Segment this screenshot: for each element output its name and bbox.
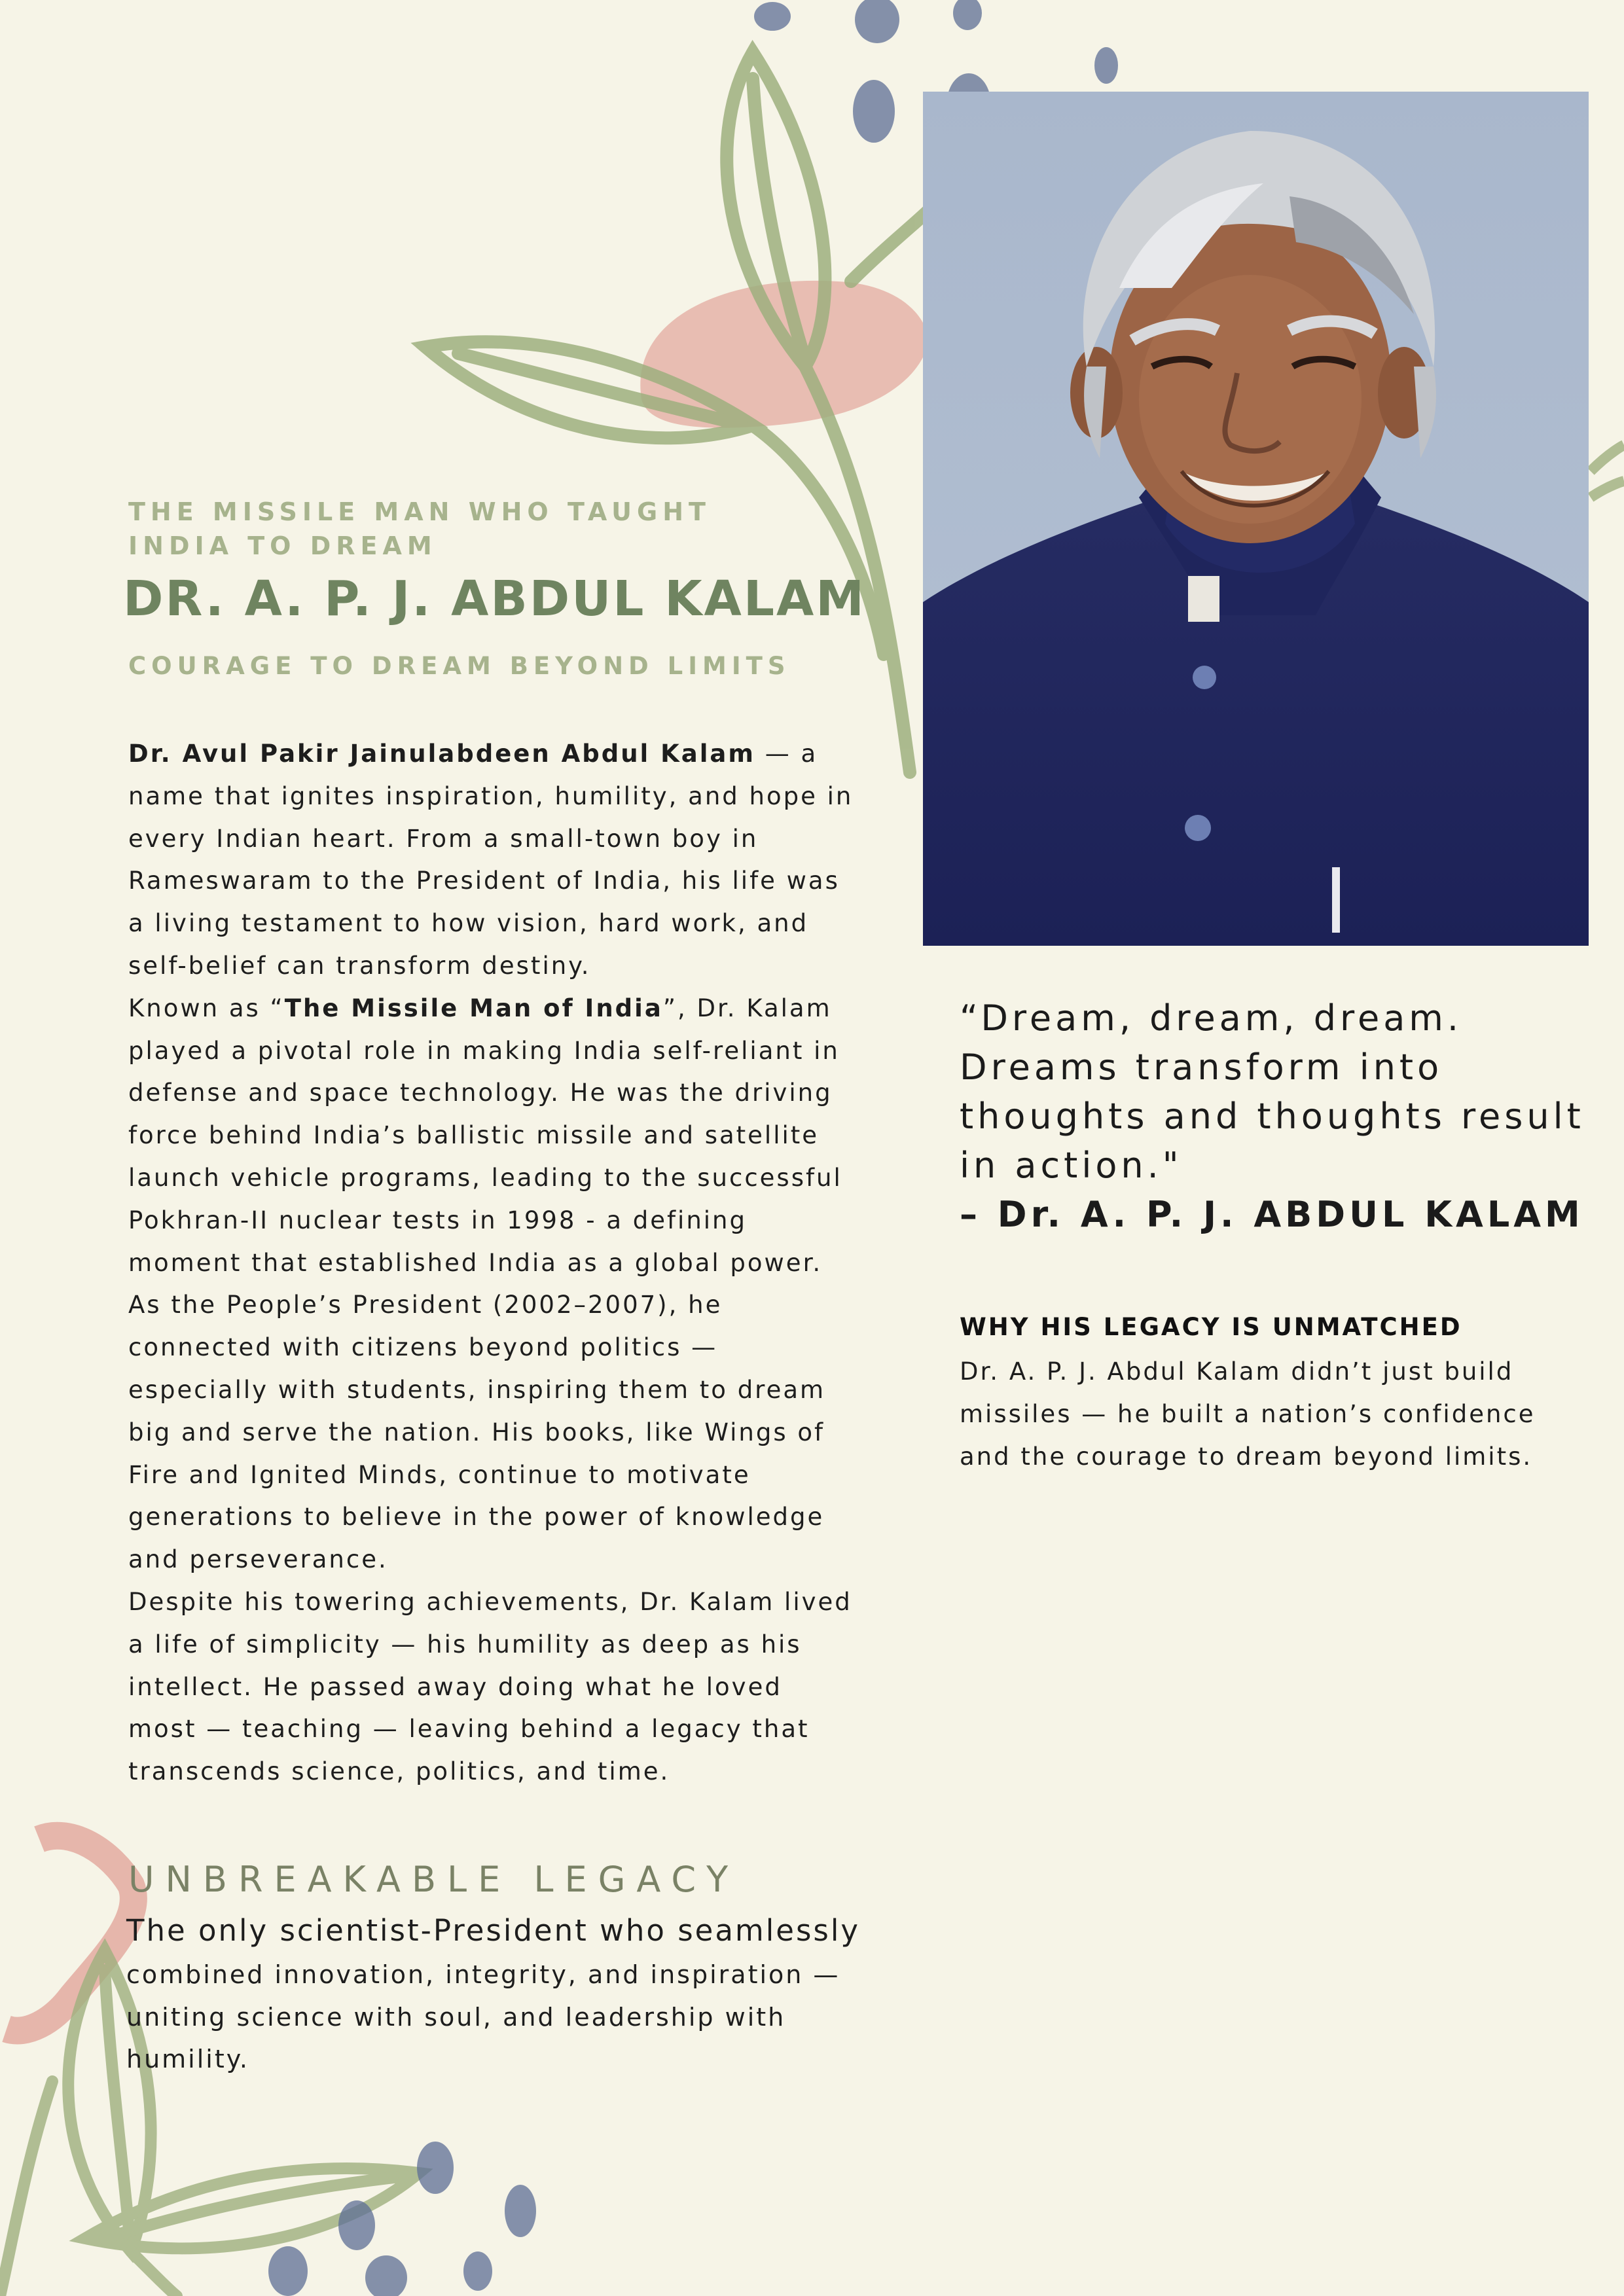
bio-full-name: Dr. Avul Pakir Jainulabdeen Abdul Kalam [128,740,755,768]
portrait-photo [923,92,1589,946]
bio-paragraph-2 [128,988,855,1285]
legacy-heading: UNBREAKABLE LEGACY [128,1859,740,1900]
leaf-right-decoration [1591,445,1624,497]
why-text: Dr. A. P. J. Abdul Kalam didn’t just build missiles — he built a nation’s confidence and the courage to dream beyond limits. [960,1357,1536,1471]
bio-paragraph-4: Despite his towering achievements, Dr. Kalam lived a life of simplicity — his humility as deep as his intellect. He passed away doing what he loved most — teaching — leaving behind a legacy that transcends science, politics, and time. [128,1587,852,1786]
petal-bottom-decoration [7,1836,134,2031]
portrait-illustration [923,92,1589,946]
why-heading: WHY HIS LEGACY IS UNMATCHED [960,1313,1462,1341]
quote-block [960,994,1608,1239]
bio-paragraph-2-text: ”, Dr. Kalam played a pivotal role in making India self-reliant in defense and space technology. He was the driving force behind India’s ballistic missile and satellite launch vehicle programs, leading to the successful Pokhran-II nuclear tests in 1998 - a defining moment that established India as a global power. [128,994,842,1277]
bio-paragraph-1-text: — a name that ignites inspiration, humility, and hope in every Indian heart. From a small-town boy in Rameswaram to the President of India, his life was a living testament to how vision, hard work, and self-belief can transform destiny. [128,740,854,980]
bio-paragraph-1 [128,733,855,988]
kicker-text: THE MISSILE MAN WHO TAUGHT INDIA TO DREAM [128,497,711,560]
page-subtitle: COURAGE TO DREAM BEYOND LIMITS [128,652,791,680]
legacy-text-rest: combined innovation, integrity, and inspiration — uniting science with soul, and leadership with humility. [126,1960,840,2074]
bio-paragraph-3: As the People’s President (2002–2007), he connected with citizens beyond politics — especially with students, inspiring them to dream big and serve the nation. His books, like Wings of Fire and Ignited Minds, continue to motivate generations to believe in the power of knowledge and perseverance. [128,1291,826,1574]
biography-text [128,733,855,1793]
bio-nickname: The Missile Man of India [284,994,663,1022]
page-title: DR. A. P. J. ABDUL KALAM [123,571,866,627]
quote-text: “Dream, dream, dream. Dreams transform into thoughts and thoughts result in action." [960,997,1585,1186]
legacy-text-lead: The only scientist-President who seamlessly [126,1913,860,1948]
legacy-text [126,1910,879,2081]
quote-author: – Dr. A. P. J. ABDUL KALAM [960,1194,1584,1235]
bio-paragraph-2-lead: Known as “ [128,994,285,1022]
